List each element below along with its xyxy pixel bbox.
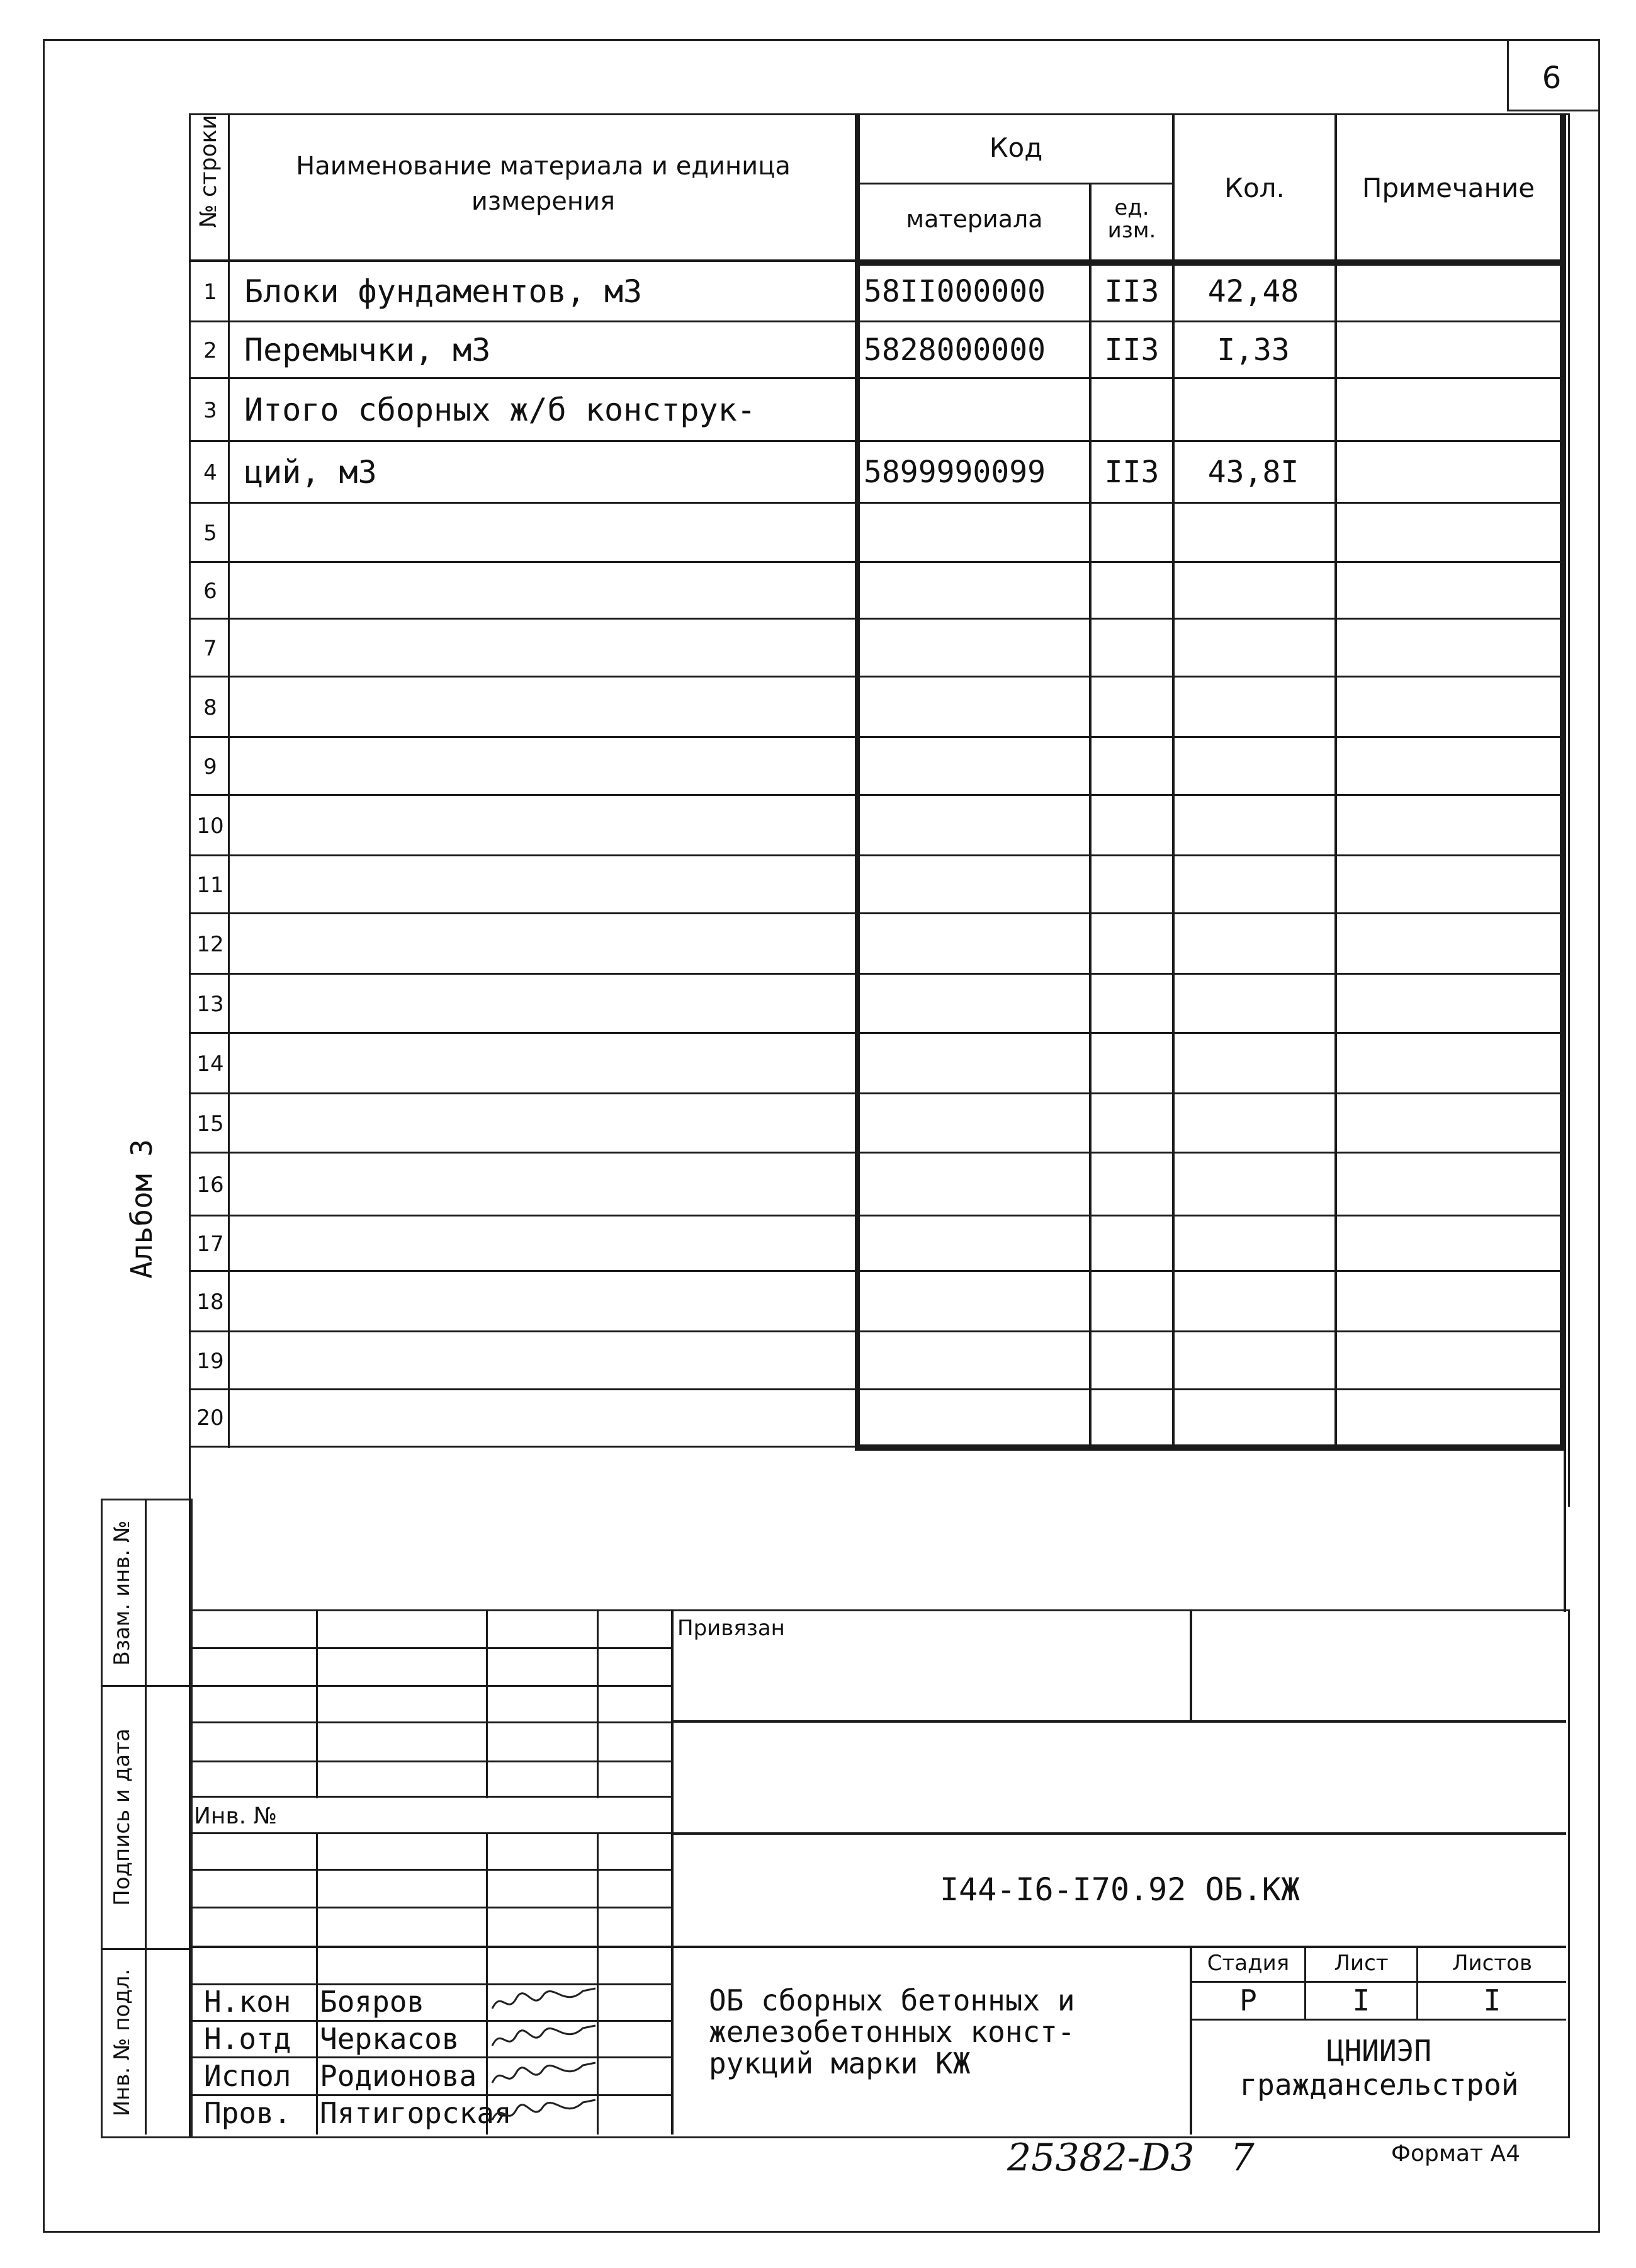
- header-name-text: Наименование материала и единица измерения: [296, 152, 791, 216]
- header-name: [233, 149, 854, 219]
- table-row: [189, 379, 1566, 442]
- stamp-inv-podl: Инв. № подл.: [110, 1968, 135, 2117]
- row-number: 18: [196, 1290, 224, 1315]
- row-number: 10: [196, 814, 224, 839]
- handwritten-number: 25382-D3 7: [1007, 2136, 1255, 2180]
- signature-name: Родионова: [320, 2059, 477, 2093]
- table-row: [189, 738, 1566, 796]
- signature-name: Бояров: [320, 1985, 425, 2019]
- format-label: Формат А4: [1391, 2141, 1521, 2167]
- organization: [1192, 2034, 1566, 2102]
- signature-row: [189, 2021, 671, 2058]
- header-code-material: материала: [906, 205, 1043, 233]
- table-row: [189, 1216, 1566, 1272]
- handwritten-signature-icon: [488, 2021, 602, 2058]
- row-unit: II3: [1104, 274, 1159, 309]
- row-number: 6: [203, 579, 217, 604]
- doc-title-line-1: ОБ сборных бетонных и: [709, 1983, 1075, 2017]
- sheets-label: Листов: [1452, 1951, 1532, 1976]
- row-number: 17: [196, 1232, 224, 1257]
- row-code: 58II000000: [864, 274, 1046, 309]
- inv-no-label: Инв. №: [194, 1803, 278, 1829]
- row-number: 20: [196, 1405, 224, 1431]
- table-row: [189, 796, 1566, 856]
- row-qty: I,33: [1217, 332, 1290, 368]
- row-name: ций, м3: [244, 454, 377, 490]
- handwritten-signature-icon: [488, 2058, 602, 2095]
- row-code: 5828000000: [864, 332, 1046, 368]
- organization-line-2: граждансельстрой: [1239, 2068, 1519, 2102]
- album-label: Альбом 3: [125, 1139, 159, 1279]
- row-unit: II3: [1104, 455, 1159, 490]
- signature-name: Пятигорская: [320, 2096, 512, 2130]
- row-name: Перемычки, м3: [244, 332, 491, 368]
- table-row: [189, 1154, 1566, 1216]
- doc-title-line-3: рукций марки КЖ: [709, 2046, 971, 2080]
- organization-line-1: ЦНИИЭП: [1326, 2034, 1432, 2068]
- material-table-body: [189, 262, 1566, 1446]
- stamp-vzam-inv: Взам. инв. №: [110, 1520, 135, 1666]
- header-code: Код: [989, 132, 1043, 163]
- signature-role: Испол: [204, 2059, 291, 2093]
- row-number: 8: [203, 695, 217, 720]
- stamp-podpis-data: Подпись и дата: [110, 1728, 135, 1906]
- table-row: [189, 563, 1566, 620]
- handwritten-signature-icon: [488, 2095, 602, 2132]
- signature-name: Черкасов: [320, 2022, 460, 2056]
- row-number: 14: [196, 1052, 224, 1077]
- stage-label: Стадия: [1207, 1951, 1290, 1976]
- table-row: [189, 975, 1566, 1034]
- table-row: [189, 1332, 1566, 1390]
- sheet-label: Лист: [1334, 1951, 1389, 1976]
- sheet-number: 6: [1542, 60, 1562, 96]
- table-row: [189, 262, 1566, 322]
- signature-row: [189, 2095, 671, 2132]
- row-number: 2: [203, 338, 217, 363]
- row-number: 12: [196, 932, 224, 957]
- row-number: 16: [196, 1172, 224, 1198]
- signature-row: [189, 2058, 671, 2095]
- row-number: 4: [203, 460, 217, 485]
- row-code: 5899990099: [864, 455, 1046, 490]
- table-row: [189, 1390, 1566, 1446]
- privyazan-label: Привязан: [677, 1616, 785, 1641]
- row-number: 9: [203, 754, 217, 780]
- signature-role: Пров.: [204, 2096, 291, 2130]
- table-row: [189, 914, 1566, 975]
- table-row: [189, 322, 1566, 379]
- signature-role: Н.кон: [204, 1985, 291, 2019]
- signatures-list: [189, 1983, 671, 2135]
- row-number: 15: [196, 1111, 224, 1137]
- table-row: [189, 1094, 1566, 1154]
- header-row-no: № строки: [196, 115, 222, 228]
- sheets-value: I: [1483, 1983, 1501, 2017]
- table-row: [189, 1034, 1566, 1094]
- signature-role: Н.отд: [204, 2022, 291, 2056]
- row-number: 13: [196, 992, 224, 1017]
- doc-title-line-2: железобетонных конст-: [709, 2015, 1075, 2049]
- row-number: 7: [203, 636, 217, 661]
- row-number: 3: [203, 398, 217, 423]
- table-row: [189, 504, 1566, 563]
- table-row: [189, 442, 1566, 504]
- doc-title: [709, 1985, 1075, 2079]
- signature-row: [189, 1983, 671, 2021]
- row-number: 1: [203, 280, 217, 305]
- row-name: Итого сборных ж/б конструк-: [244, 392, 756, 428]
- row-number: 11: [196, 873, 224, 898]
- row-number: 19: [196, 1349, 224, 1374]
- table-row: [189, 856, 1566, 914]
- sheet-value: I: [1352, 1983, 1370, 2017]
- row-name: Блоки фундаментов, м3: [244, 273, 643, 310]
- document-designation: I44-I6-I70.92 ОБ.КЖ: [940, 1871, 1300, 1908]
- row-number: 5: [203, 521, 217, 546]
- stage-value: Р: [1239, 1983, 1257, 2017]
- table-row: [189, 620, 1566, 678]
- header-note: Примечание: [1362, 173, 1535, 203]
- table-row: [189, 1272, 1566, 1332]
- header-qty: Кол.: [1224, 173, 1285, 203]
- handwritten-signature-icon: [488, 1983, 602, 2021]
- table-row: [189, 678, 1566, 738]
- row-qty: 42,48: [1207, 274, 1299, 309]
- header-code-unit: ед. изм.: [1107, 195, 1156, 243]
- row-qty: 43,8I: [1207, 455, 1299, 490]
- row-unit: II3: [1104, 332, 1159, 368]
